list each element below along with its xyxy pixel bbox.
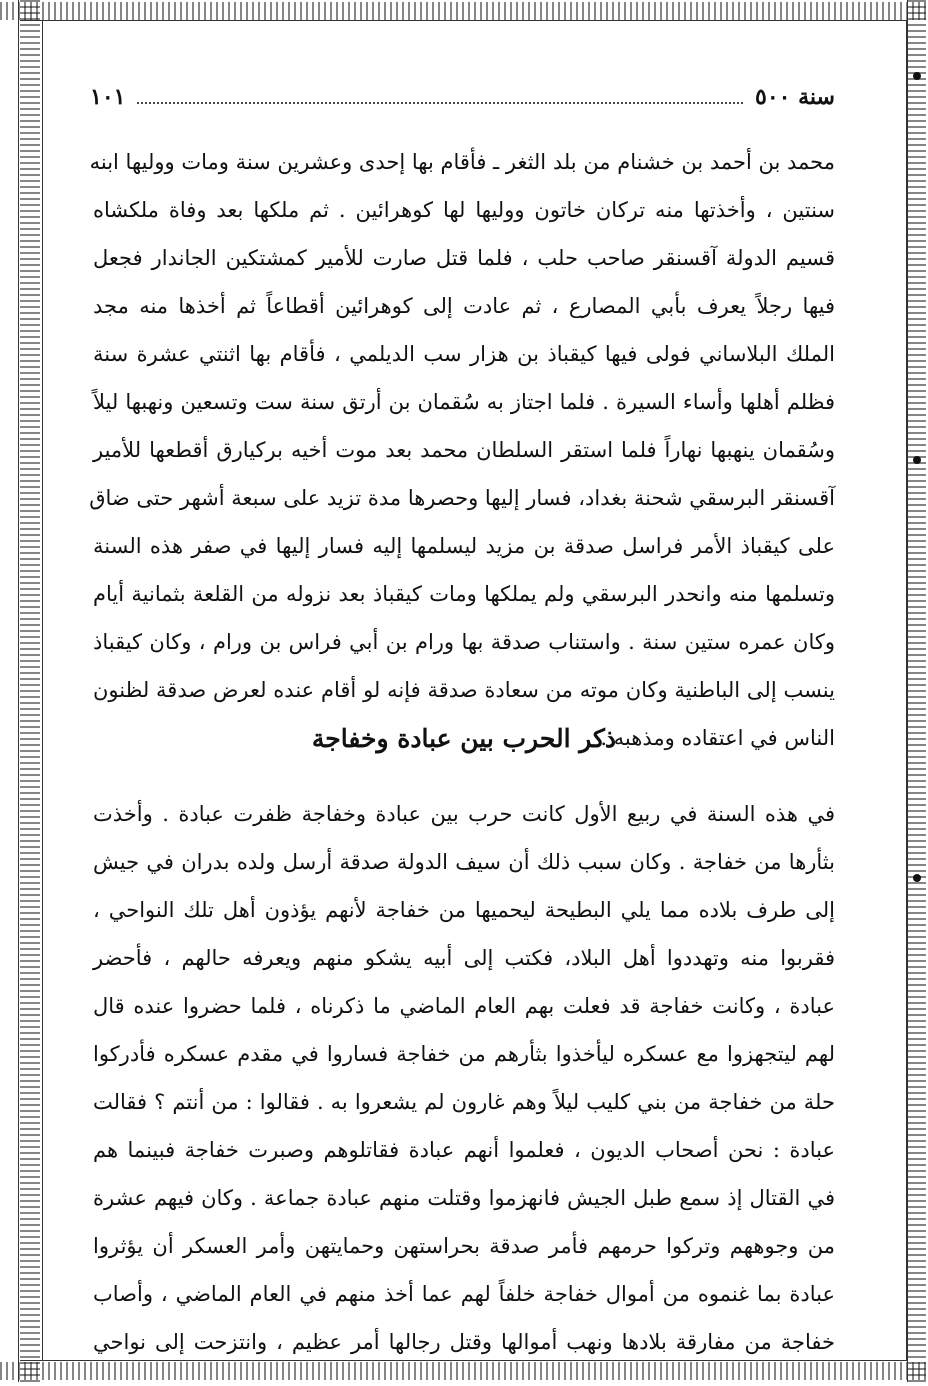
text-line: محمد بن أحمد بن خشنام من بلد الثغر ـ فأقام بها إحدى وعشرين سنة ومات ووليها ابنه	[89, 150, 835, 174]
text-line: عبادة : نحن أصحاب الديون ، فعلموا أنهم عبادة فقاتلوهم وصبرت خفاجة فبينما هم	[93, 1138, 835, 1162]
text-line: وتسلمها منه وانحدر البرسقي ولم يملكها ومات كيقباذ بعد نزوله من القلعة بثمانية أيام	[93, 582, 835, 606]
text-line: من وجوههم وتركوا حرمهم فأمر صدقة بحراستهن وحمايتهن وأمر العسكر أن يؤثروا	[93, 1234, 835, 1258]
border-frame-inner-right	[906, 20, 907, 1360]
header-dot-leader	[137, 90, 743, 104]
text-line: في القتال إذ سمع طبل الجيش فانهزموا وقتلت منهم عبادة جماعة . وكان فيهم عشرة	[93, 1186, 835, 1210]
text-line: الملك البلاساني فولى فيها كيقباذ بن هزار سب الديلمي ، فأقام بها اثنتي عشرة سنة	[93, 342, 835, 366]
text-line: قسيم الدولة آقسنقر صاحب حلب ، فلما قتل صارت للأمير كمشتكين الجاندار فجعل	[93, 246, 835, 270]
text-line: ينسب إلى الباطنية وكان موته من سعادة صدقة فإنه لو أقام عنده لعرض صدقة لظنون	[93, 678, 835, 702]
text-line: في هذه السنة في ربيع الأول كانت حرب بين عبادة وخفاجة ظفرت عبادة . وأخذت	[93, 802, 835, 826]
text-line: لهم ليتجهزوا مع عسكره ليأخذوا بثأرهم من خفاجة فساروا في مقدم عسكره فأدركوا	[93, 1042, 835, 1066]
border-frame-inner-left	[42, 20, 43, 1360]
section-heading: ذكر الحرب بين عبادة وخفاجة	[311, 724, 617, 753]
text-line: فيها رجلاً يعرف بأبي المصارع ، ثم عادت إلى كوهرائين أقطاعاً ثم أخذها منه مجد	[93, 294, 835, 318]
paragraph-section	[93, 790, 835, 1366]
text-line: على كيقباذ الأمر فراسل صدقة بن مزيد ليسلمها إليه فسار إليها في صفر هذه السنة	[93, 534, 835, 558]
page-border-right	[908, 0, 926, 1386]
text-line: حلة من خفاجة من بني كليب ليلاً وهم غارون لم يشعروا به . فقالوا : من أنتم ؟ فقالت	[93, 1090, 835, 1114]
text-line: فظلم أهلها وأساء السيرة . فلما اجتاز به سُقمان بن أرتق سنة ست وتسعين ونهبها ليلاً	[93, 390, 835, 414]
text-line: وسُقمان ينهبها نهاراً فلما استقر السلطان محمد بعد موت أخيه بركيارق أقطعها للأمير	[93, 438, 835, 462]
text-line: فقربوا منه وتهددوا أهل البلاد، فكتب إلى أبيه يشكو منهم ويعرفه حالهم ، فأحضر	[93, 946, 835, 970]
border-frame-top	[20, 20, 908, 21]
text-line: وكان عمره ستين سنة . واستناب صدقة بها ورام بن أبي فراس بن ورام ، وكان كيقباذ	[93, 630, 835, 654]
paragraph-continued	[89, 138, 835, 762]
text-line: الناس في اعتقاده ومذهبه .	[600, 726, 835, 750]
running-header	[90, 84, 835, 118]
text-line: عبادة بما غنموه من أموال خفاجة خلفاً لهم عما أخذ منهم في العام الماضي ، وأصاب	[93, 1282, 835, 1306]
text-line: إلى طرف بلاده مما يلي البطيحة ليحميها من خفاجة لأنهم يؤذون أهل تلك النواحي ،	[93, 898, 835, 922]
text-line: آقسنقر البرسقي شحنة بغداد، فسار إليها وحصرها مدة تزيد على سبعة أشهر حتى ضاق	[89, 486, 835, 510]
text-line: عبادة ، وكانت خفاجة قد فعلت بهم العام الماضي ما ذكرناه ، فلما حضروا عنده قال	[93, 994, 835, 1018]
margin-mark	[913, 456, 921, 464]
margin-mark	[913, 72, 921, 80]
text-line: بثأرها من خفاجة . وكان سبب ذلك أن سيف الدولة صدقة أرسل ولده بدران في جيش	[93, 850, 835, 874]
header-title: سنة ٥٠٠	[755, 84, 835, 110]
margin-mark	[913, 874, 921, 882]
page-number: ١٠١	[90, 84, 126, 110]
text-line: خفاجة من مفارقة بلادها ونهب أموالها وقتل رجالها أمر عظيم ، وانتزحت إلى نواحي	[93, 1330, 835, 1354]
text-line: سنتين ، وأخذتها منه تركان خاتون ووليها لها كوهرائين . ثم ملكها بعد وفاة ملكشاه	[93, 198, 835, 222]
